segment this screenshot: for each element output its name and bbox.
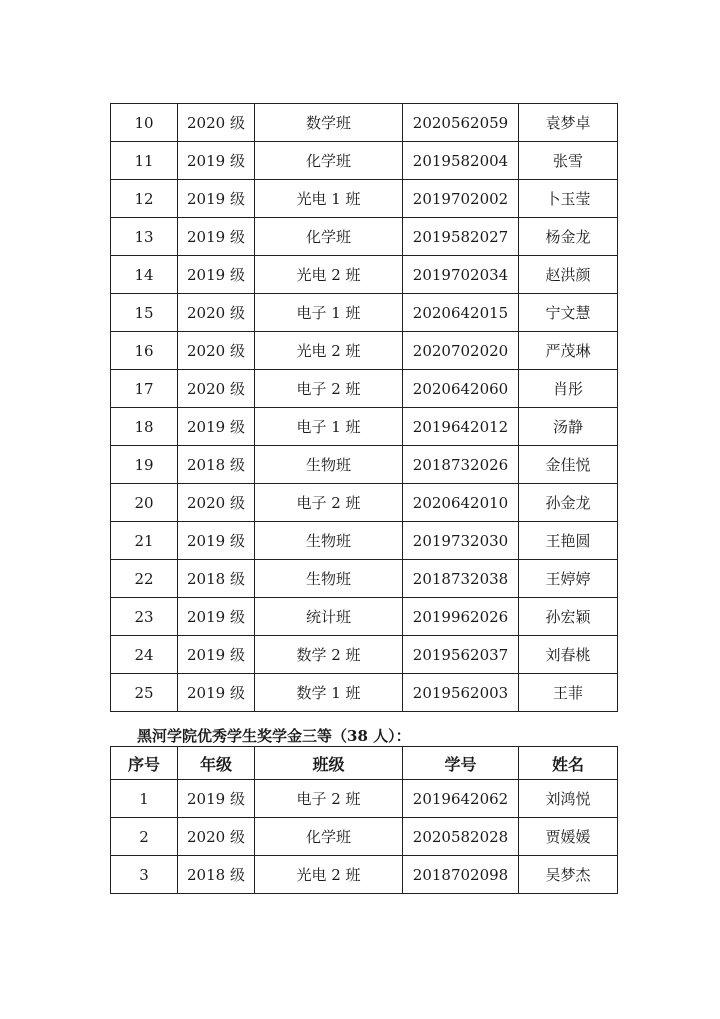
cell-name: 吴梦杰 xyxy=(519,856,618,894)
cell-name: 袁梦卓 xyxy=(519,104,618,142)
table-bottom-header xyxy=(111,747,618,780)
cell-name: 张雪 xyxy=(519,142,618,180)
cell-grade: 2019 级 xyxy=(178,142,255,180)
cell-student-id: 2018702098 xyxy=(403,856,519,894)
table-row xyxy=(111,780,618,818)
cell-student-id: 2020642010 xyxy=(403,484,519,522)
table-row xyxy=(111,408,618,446)
cell-student-id: 2020582028 xyxy=(403,818,519,856)
cell-student-id: 2018732038 xyxy=(403,560,519,598)
cell-grade: 2019 级 xyxy=(178,780,255,818)
cell-class: 生物班 xyxy=(255,446,403,484)
cell-class: 生物班 xyxy=(255,560,403,598)
cell-name: 贾媛媛 xyxy=(519,818,618,856)
table-row xyxy=(111,674,618,712)
cell-student-id: 2019582027 xyxy=(403,218,519,256)
table-row xyxy=(111,818,618,856)
cell-grade: 2020 级 xyxy=(178,370,255,408)
header-index: 序号 xyxy=(111,747,178,780)
cell-student-id: 2019702034 xyxy=(403,256,519,294)
cell-student-id: 2020702020 xyxy=(403,332,519,370)
cell-index: 15 xyxy=(111,294,178,332)
cell-index: 19 xyxy=(111,446,178,484)
cell-name: 杨金龙 xyxy=(519,218,618,256)
header-name: 姓名 xyxy=(519,747,618,780)
cell-index: 2 xyxy=(111,818,178,856)
cell-index: 10 xyxy=(111,104,178,142)
cell-grade: 2020 级 xyxy=(178,332,255,370)
cell-name: 王艳圆 xyxy=(519,522,618,560)
cell-index: 20 xyxy=(111,484,178,522)
cell-student-id: 2019582004 xyxy=(403,142,519,180)
cell-class: 化学班 xyxy=(255,818,403,856)
cell-index: 13 xyxy=(111,218,178,256)
cell-index: 3 xyxy=(111,856,178,894)
table-top-body xyxy=(111,104,618,712)
table-row xyxy=(111,142,618,180)
cell-name: 孙金龙 xyxy=(519,484,618,522)
cell-class: 数学班 xyxy=(255,104,403,142)
table-bottom-body xyxy=(111,780,618,894)
cell-name: 宁文慧 xyxy=(519,294,618,332)
table-row xyxy=(111,446,618,484)
cell-name: 刘春桃 xyxy=(519,636,618,674)
cell-grade: 2019 级 xyxy=(178,636,255,674)
cell-class: 化学班 xyxy=(255,142,403,180)
table-row xyxy=(111,636,618,674)
cell-grade: 2019 级 xyxy=(178,218,255,256)
cell-student-id: 2020642015 xyxy=(403,294,519,332)
cell-index: 18 xyxy=(111,408,178,446)
cell-name: 王婷婷 xyxy=(519,560,618,598)
cell-grade: 2018 级 xyxy=(178,856,255,894)
cell-class: 光电 2 班 xyxy=(255,256,403,294)
cell-name: 卜玉莹 xyxy=(519,180,618,218)
cell-student-id: 2019962026 xyxy=(403,598,519,636)
cell-grade: 2019 级 xyxy=(178,180,255,218)
cell-name: 肖彤 xyxy=(519,370,618,408)
cell-index: 24 xyxy=(111,636,178,674)
cell-class: 生物班 xyxy=(255,522,403,560)
cell-student-id: 2019562003 xyxy=(403,674,519,712)
table-row xyxy=(111,180,618,218)
scholarship-table-third-class xyxy=(110,746,618,894)
table-row xyxy=(111,294,618,332)
cell-student-id: 2018732026 xyxy=(403,446,519,484)
cell-grade: 2018 级 xyxy=(178,446,255,484)
cell-name: 金佳悦 xyxy=(519,446,618,484)
cell-student-id: 2019562037 xyxy=(403,636,519,674)
cell-name: 严茂琳 xyxy=(519,332,618,370)
cell-class: 数学 1 班 xyxy=(255,674,403,712)
cell-name: 赵洪颜 xyxy=(519,256,618,294)
cell-grade: 2019 级 xyxy=(178,522,255,560)
cell-grade: 2018 级 xyxy=(178,560,255,598)
table-row xyxy=(111,370,618,408)
cell-index: 11 xyxy=(111,142,178,180)
cell-grade: 2020 级 xyxy=(178,484,255,522)
cell-student-id: 2019702002 xyxy=(403,180,519,218)
cell-class: 电子 2 班 xyxy=(255,484,403,522)
cell-name: 王菲 xyxy=(519,674,618,712)
cell-index: 17 xyxy=(111,370,178,408)
cell-index: 21 xyxy=(111,522,178,560)
cell-student-id: 2019642012 xyxy=(403,408,519,446)
cell-student-id: 2020562059 xyxy=(403,104,519,142)
cell-name: 汤静 xyxy=(519,408,618,446)
cell-class: 电子 2 班 xyxy=(255,370,403,408)
cell-class: 化学班 xyxy=(255,218,403,256)
scholarship-table-continued xyxy=(110,103,618,712)
table-row xyxy=(111,484,618,522)
cell-name: 孙宏颖 xyxy=(519,598,618,636)
cell-class: 数学 2 班 xyxy=(255,636,403,674)
cell-index: 25 xyxy=(111,674,178,712)
table-row xyxy=(111,856,618,894)
cell-grade: 2019 级 xyxy=(178,408,255,446)
cell-grade: 2019 级 xyxy=(178,674,255,712)
cell-index: 14 xyxy=(111,256,178,294)
cell-index: 16 xyxy=(111,332,178,370)
header-grade: 年级 xyxy=(178,747,255,780)
cell-grade: 2020 级 xyxy=(178,294,255,332)
header-student-id: 学号 xyxy=(403,747,519,780)
table-row xyxy=(111,598,618,636)
cell-student-id: 2020642060 xyxy=(403,370,519,408)
cell-class: 光电 2 班 xyxy=(255,856,403,894)
table-row xyxy=(111,104,618,142)
cell-class: 光电 1 班 xyxy=(255,180,403,218)
table-row xyxy=(111,332,618,370)
table-row xyxy=(111,560,618,598)
cell-class: 电子 1 班 xyxy=(255,294,403,332)
header-row xyxy=(111,747,618,780)
cell-class: 电子 1 班 xyxy=(255,408,403,446)
table-row xyxy=(111,218,618,256)
cell-grade: 2020 级 xyxy=(178,818,255,856)
section-heading-third-class: 黑河学院优秀学生奖学金三等（38 人）： xyxy=(137,727,411,745)
cell-grade: 2019 级 xyxy=(178,598,255,636)
header-class: 班级 xyxy=(255,747,403,780)
cell-index: 12 xyxy=(111,180,178,218)
cell-class: 光电 2 班 xyxy=(255,332,403,370)
cell-index: 23 xyxy=(111,598,178,636)
cell-student-id: 2019642062 xyxy=(403,780,519,818)
cell-class: 统计班 xyxy=(255,598,403,636)
cell-name: 刘鸿悦 xyxy=(519,780,618,818)
cell-index: 1 xyxy=(111,780,178,818)
table-row xyxy=(111,522,618,560)
table-row xyxy=(111,256,618,294)
cell-class: 电子 2 班 xyxy=(255,780,403,818)
cell-index: 22 xyxy=(111,560,178,598)
cell-grade: 2020 级 xyxy=(178,104,255,142)
cell-grade: 2019 级 xyxy=(178,256,255,294)
cell-student-id: 2019732030 xyxy=(403,522,519,560)
